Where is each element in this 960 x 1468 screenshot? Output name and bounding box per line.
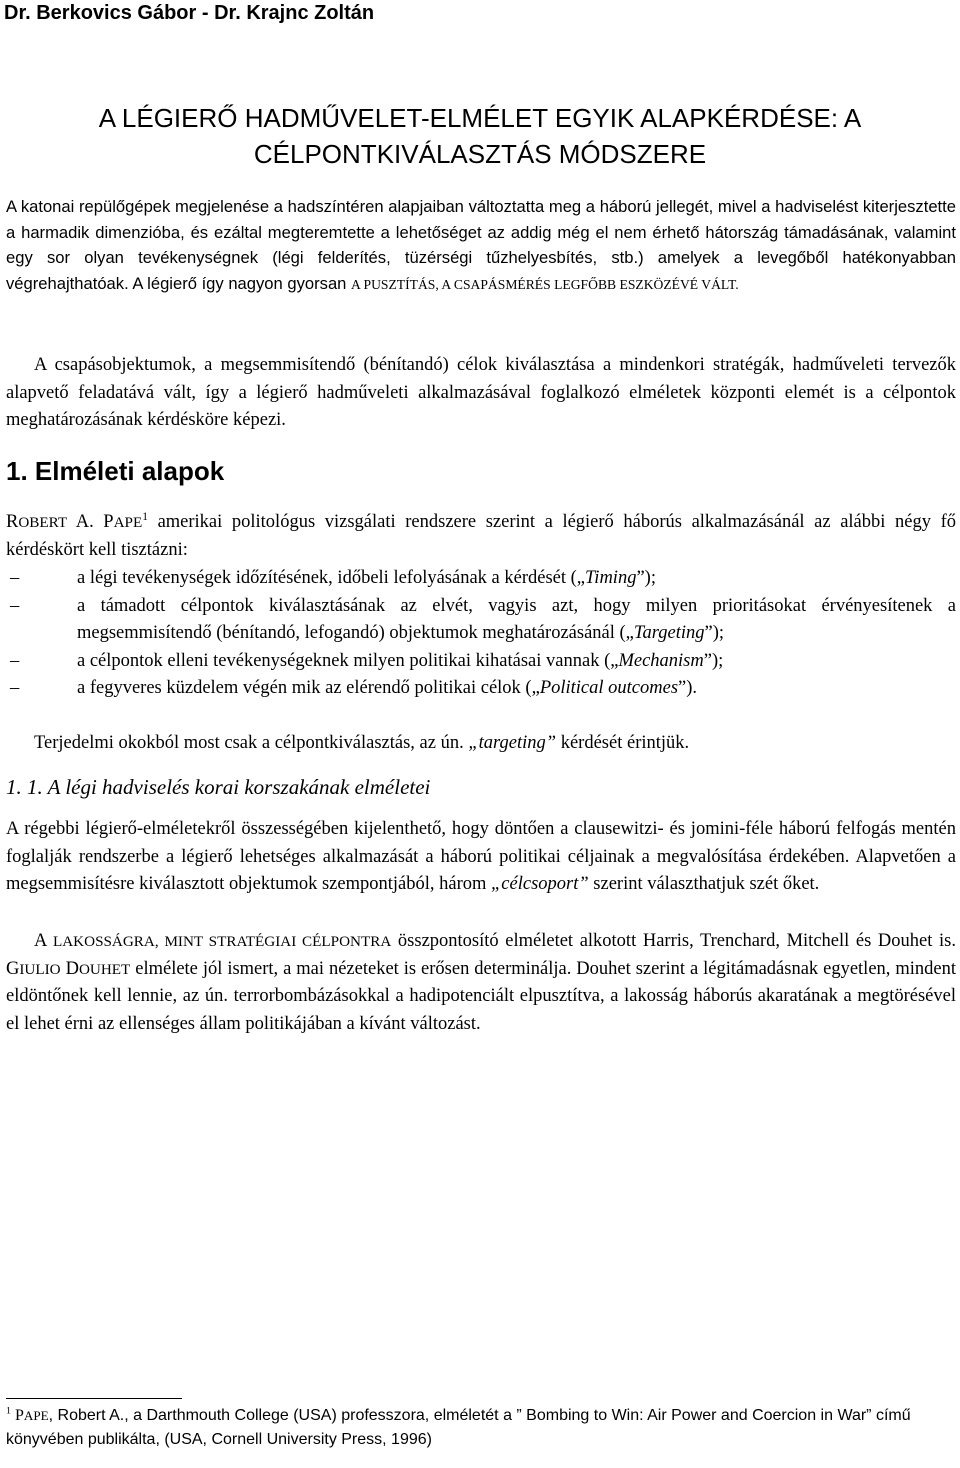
footnote-text-end: című könyvében publikálta, (USA, Cornell University Press, 1996) — [6, 1407, 911, 1448]
scope-note-end: kérdését érintjük. — [556, 733, 690, 753]
question-list — [6, 565, 956, 703]
list-item — [6, 675, 956, 703]
list-item — [6, 565, 956, 593]
footnote-divider — [6, 1398, 182, 1399]
footnote-mark: 1 — [6, 1405, 11, 1417]
scope-note — [34, 733, 689, 754]
dash-bullet: – — [10, 568, 20, 588]
section-1-intro — [6, 509, 956, 564]
paragraph-text: összpontosító elméletet alkotott Harris, Trenchard, Mitchell és Douhet is. G — [6, 931, 956, 979]
paragraph-caps: LAKOSSÁGRA, MINT STRATÉGIAI CÉLPONTRA — [52, 933, 392, 950]
dash-bullet: – — [10, 650, 20, 671]
document-title — [0, 100, 960, 172]
author-line: Dr. Berkovics Gábor - Dr. Krajnc Zoltán — [4, 2, 375, 24]
paragraph-end: szerint választhatjuk szét őket. — [588, 874, 820, 894]
author-a-p: A. P — [67, 512, 114, 532]
footnote-text: , Robert A., a Darthmouth College (USA) professzora, elméletét a ” — [48, 1407, 522, 1424]
author-initial-r: R — [6, 512, 19, 532]
list-item-end: ”); — [704, 623, 725, 643]
footnote — [6, 1404, 956, 1452]
title-line-2: CÉLPONTKIVÁLASZTÁS MÓDSZERE — [253, 139, 707, 169]
section-1-1-paragraph-1 — [6, 816, 956, 899]
list-item-text: a támadott célpontok kiválasztásának az elvét, vagyis azt, hogy milyen prioritásokat érvényesítenek a megsemmisítendő (bénítandó, lefogandó) objektumok meghatározásánál („ — [77, 595, 956, 643]
dash-bullet: – — [10, 678, 20, 698]
intro-paragraph — [6, 194, 956, 297]
section-1-heading: 1. Elméleti alapok — [6, 456, 225, 486]
list-item-text: a fegyveres küzdelem végén mik az elérendő politikai célok („ — [77, 678, 540, 698]
paragraph-text: A régebbi légierő-elméletekről összességében kijelenthető, hogy döntően a clausewitzi- és jomini-féle háború felfogás mentén foglalják rendszerbe a légierő lehetséges alkalmazását a háború politikai céljainak a megvalósítása érdekében. Alapvetően a megsemmisítésre kiválasztott objektumok szempontjából, három — [6, 819, 956, 894]
name-caps: IULIO — [19, 960, 61, 978]
footnote-ref[interactable]: 1 — [142, 510, 148, 523]
list-item-term: Targeting — [633, 623, 705, 643]
list-item-text: a légi tevékenységek időzítésének, időbeli lefolyásának a kérdését („ — [77, 568, 586, 588]
footnote-name-initial: P — [14, 1407, 24, 1424]
paragraph-term: „célcsoport” — [491, 874, 589, 894]
title-line-1: A LÉGIERŐ HADMŰVELET-ELMÉLET EGYIK ALAPKÉRDÉSE: A — [98, 103, 862, 133]
intro-caps-text: A PUSZTÍTÁS, A CSAPÁSMÉRÉS LEGFŐBB ESZKÖZÉVÉ VÁLT. — [351, 276, 739, 292]
author-ape: APE — [113, 514, 143, 531]
scope-note-term: „targeting” — [468, 733, 557, 753]
name-caps: OUHET — [78, 960, 131, 978]
list-item-term: Mechanism — [618, 650, 704, 671]
intro-text: A katonai repülőgépek megjelenése a hadszíntéren alapjaiban változtatta meg a háború jellegét, mivel a hadviselést kiterjesztette a harmadik dimenzióba, és ezáltal megteremtette a lehetőséget az addig még el nem érhető hátország támadásának, valamint egy sor olyan tevékenységnek (légi felderítés, tüzérségi tűzhelyesbítés, stb.) amelyek a levegőből hatékonyabban végrehajthatóak. A légierő így nagyon gyorsan — [6, 197, 956, 293]
dash-bullet: – — [10, 595, 20, 616]
scope-note-text: Terjedelmi okokból most csak a célpontkiválasztás, az ún. — [34, 733, 469, 753]
section-1-1-heading: 1. 1. A légi hadviselés korai korszakának elméletei — [6, 775, 431, 799]
paragraph-text: elmélete jól ismert, a mai nézeteket is erősen determinálja. Douhet szerint a légitámadásnak egyetlen, mindent eldöntőnek kell lennie, az ún. terrorbombázásokkal a hadipotenciált elpusztítva, a lakosság háborús akaratának a megtörésével el lehet érni az ellenséges állam politikájában a kívánt változást. — [6, 958, 956, 1034]
paragraph-2: A csapásobjektumok, a megsemmisítendő (bénítandó) célok kiválasztása a mindenkori stratégák, hadműveleti tervezők alapvető feladatává vált, így a légierő hadműveleti alkalmazásával foglalkozó elméletek központi elemét is a célpontok meghatározásának kérdésköre képezi. — [6, 355, 956, 430]
list-item-term: Timing — [585, 568, 637, 588]
list-item-end: ”). — [678, 678, 698, 698]
footnote-book-title: Bombing to Win: Air Power and Coercion in War” — [521, 1407, 872, 1424]
section-1-intro-text: amerikai politológus vizsgálati rendszere szerint a légierő háborús alkalmazásánál az alábbi négy fő kérdéskört kell tisztázni: — [6, 512, 956, 560]
list-item-end: ”); — [703, 650, 724, 671]
footnote-name-caps: APE — [23, 1408, 49, 1423]
list-item — [6, 593, 956, 648]
list-item-text: a célpontok elleni tevékenységeknek milyen politikai kihatásai vannak („ — [77, 650, 619, 671]
section-1-1-paragraph-2 — [6, 928, 956, 1038]
list-item-end: ”); — [636, 568, 656, 588]
name-initial: D — [60, 958, 79, 979]
paragraph-text: A — [34, 931, 53, 951]
list-item — [6, 648, 956, 676]
list-item-term: Political outcomes — [539, 678, 679, 698]
author-obert: OBERT — [18, 514, 68, 531]
